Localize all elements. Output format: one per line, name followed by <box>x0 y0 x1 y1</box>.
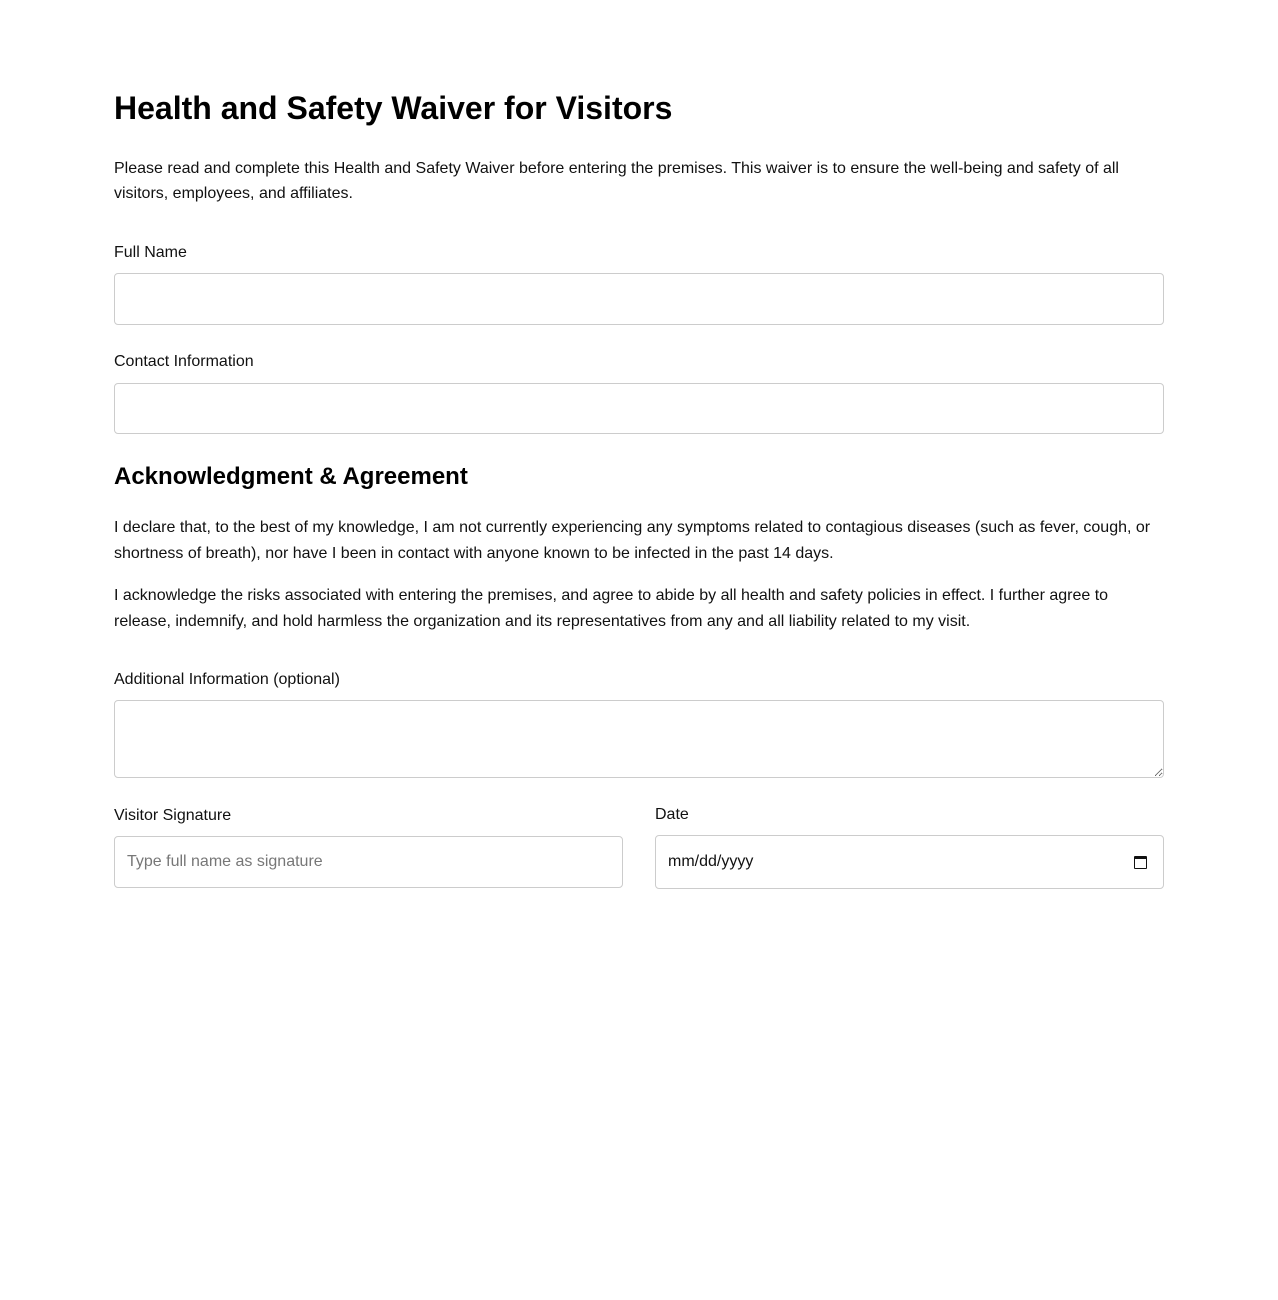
date-label: Date <box>655 806 689 823</box>
full-name-label: Full Name <box>114 244 187 261</box>
intro-text: Please read and complete this Health and Safety Waiver before entering the premises. This waiver is to ensure the well-being and safety of all visitors, employees, and affiliates. <box>114 160 1119 202</box>
signature-label: Visitor Signature <box>114 807 232 824</box>
additional-info-label: Additional Information (optional) <box>114 671 340 688</box>
acknowledgment-heading: Acknowledgment & Agreement <box>114 463 468 490</box>
contact-info-label: Contact Information <box>114 353 254 370</box>
page-title: Health and Safety Waiver for Visitors <box>114 90 673 126</box>
liability-paragraph: I acknowledge the risks associated with entering the premises, and agree to abide by all health and safety policies in effect. I further agree to release, indemnify, and hold harmless the organization and its representatives from any and all liability related to my visit. <box>114 587 1109 630</box>
calendar-icon[interactable] <box>1134 856 1147 869</box>
additional-info-textarea[interactable] <box>114 700 1164 778</box>
date-placeholder: mm/dd/yyyy <box>668 853 754 870</box>
signature-input[interactable] <box>114 836 623 888</box>
contact-info-input[interactable] <box>114 383 1164 434</box>
date-input[interactable] <box>655 835 1164 889</box>
full-name-input[interactable] <box>114 273 1164 325</box>
declaration-paragraph: I declare that, to the best of my knowledge, I am not currently experiencing any symptoms related to contagious diseases (such as fever, cough, or shortness of breath), nor have I been in contact with anyone known to be infected in the past 14 days. <box>114 519 1151 562</box>
